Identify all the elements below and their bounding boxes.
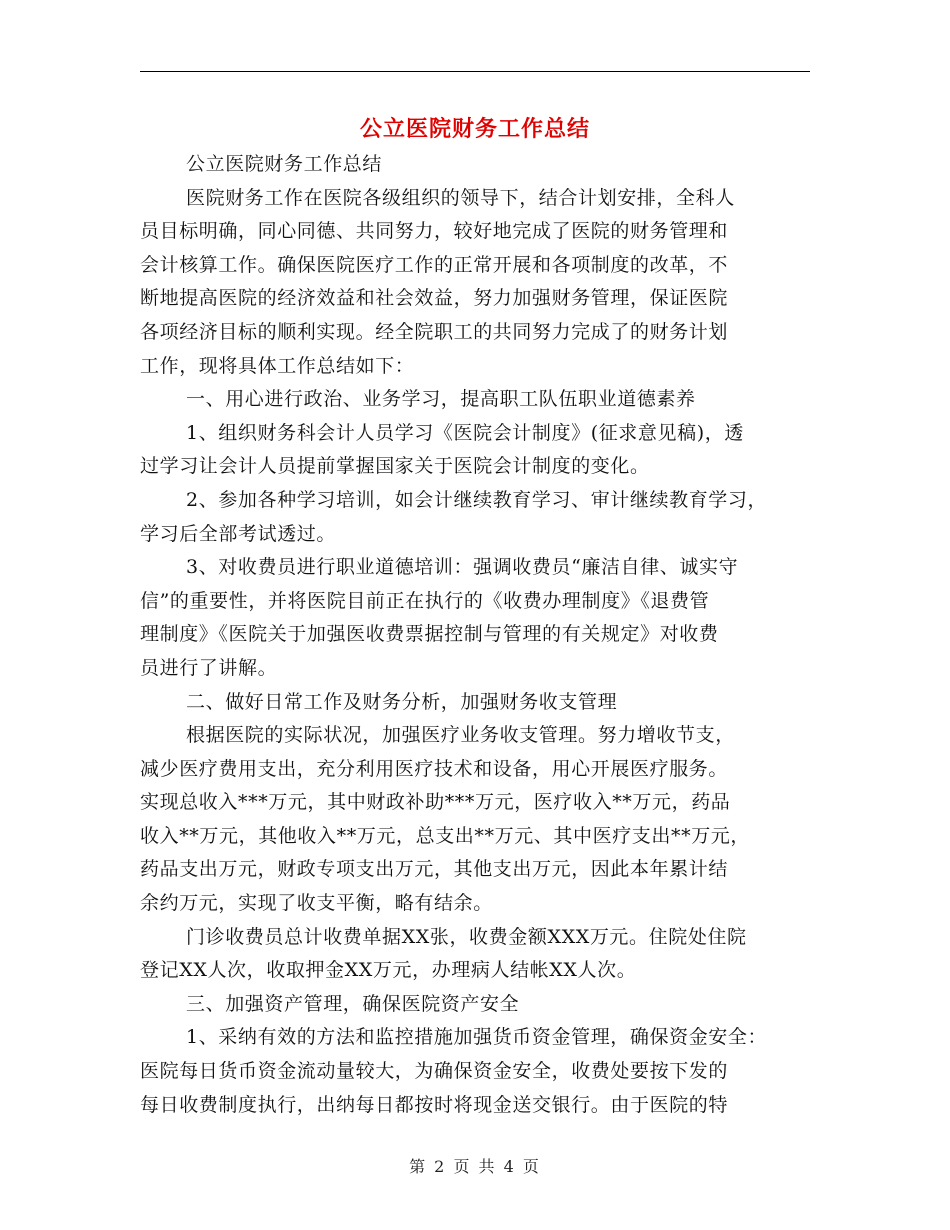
- paragraph-line: 1、采纳有效的方法和监控措施加强货币资金管理，确保资金安全：: [186, 1026, 768, 1049]
- paragraph-line: 收入**万元，其他收入**万元，总支出**万元、其中医疗支出**万元，: [140, 824, 751, 847]
- paragraph-line: 减少医疗费用支出，充分利用医疗技术和设备，用心开展医疗服务。: [140, 757, 729, 780]
- header-rule: [140, 71, 810, 72]
- paragraph-line: 工作，现将具体工作总结如下：: [140, 354, 415, 377]
- paragraph-line: 根据医院的实际状况，加强医疗业务收支管理。努力增收节支，: [186, 724, 735, 747]
- paragraph-line: 会计核算工作。确保医院医疗工作的正常开展和各项制度的改革，不: [140, 253, 729, 276]
- paragraph-line: 公立医院财务工作总结: [186, 153, 383, 175]
- document-body: [140, 148, 820, 1122]
- paragraph-line: 药品支出万元，财政专项支出万元，其他支出万元，因此本年累计结: [140, 858, 729, 881]
- paragraph-line: 一、用心进行政治、业务学习，提高职工队伍职业道德素养: [186, 388, 696, 411]
- paragraph-line: 三、加强资产管理，确保医院资产安全: [186, 992, 520, 1015]
- document-title: 公立医院财务工作总结: [359, 117, 590, 142]
- paragraph-line: 过学习让会计人员提前掌握国家关于医院会计制度的变化。: [140, 455, 650, 478]
- paragraph-line: 门诊收费员总计收费单据XX张，收费金额XXX万元。住院处住院: [186, 925, 747, 948]
- paragraph-line: 员目标明确，同心同德、共同努力，较好地完成了医院的财务管理和: [140, 220, 729, 243]
- paragraph-line: 3、对收费员进行职业道德培训：强调收费员“廉洁自律、诚实守: [186, 556, 739, 579]
- paragraph-line: 医院每日货币资金流动量较大，为确保资金安全，收费处要按下发的: [140, 1060, 729, 1083]
- paragraph-line: 登记XX人次，收取押金XX万元，办理病人结帐XX人次。: [140, 959, 637, 982]
- paragraph-line: 员进行了讲解。: [140, 656, 278, 679]
- paragraph-line: 医院财务工作在医院各级组织的领导下，结合计划安排，全科人: [186, 186, 735, 209]
- paragraph-line: 各项经济目标的顺利实现。经全院职工的共同努力完成了的财务计划: [140, 320, 729, 343]
- paragraph-line: 余约万元，实现了收支平衡，略有结余。: [140, 892, 493, 915]
- page-footer: 第 2 页 共 4 页: [409, 1157, 541, 1176]
- paragraph-line: 断地提高医院的经济效益和社会效益，努力加强财务管理，保证医院: [140, 287, 729, 310]
- paragraph-line: 每日收费制度执行，出纳每日都按时将现金送交银行。由于医院的特: [140, 1093, 729, 1116]
- paragraph-line: 信”的重要性，并将医院目前正在执行的《收费办理制度》《退费管: [140, 589, 710, 612]
- paragraph-line: 理制度》《医院关于加强医收费票据控制与管理的有关规定》对收费: [140, 623, 719, 646]
- paragraph-line: 1、组织财务科会计人员学习《医院会计制度》(征求意见稿)，透: [186, 421, 744, 444]
- paragraph-line: 学习后全部考试透过。: [140, 522, 337, 545]
- paragraph-line: 实现总收入***万元，其中财政补助***万元，医疗收入**万元，药品: [140, 791, 731, 814]
- paragraph-line: 二、做好日常工作及财务分析，加强财务收支管理: [186, 690, 618, 713]
- paragraph-line: 2、参加各种学习培训，如会计继续教育学习、审计继续教育学习，: [186, 488, 768, 511]
